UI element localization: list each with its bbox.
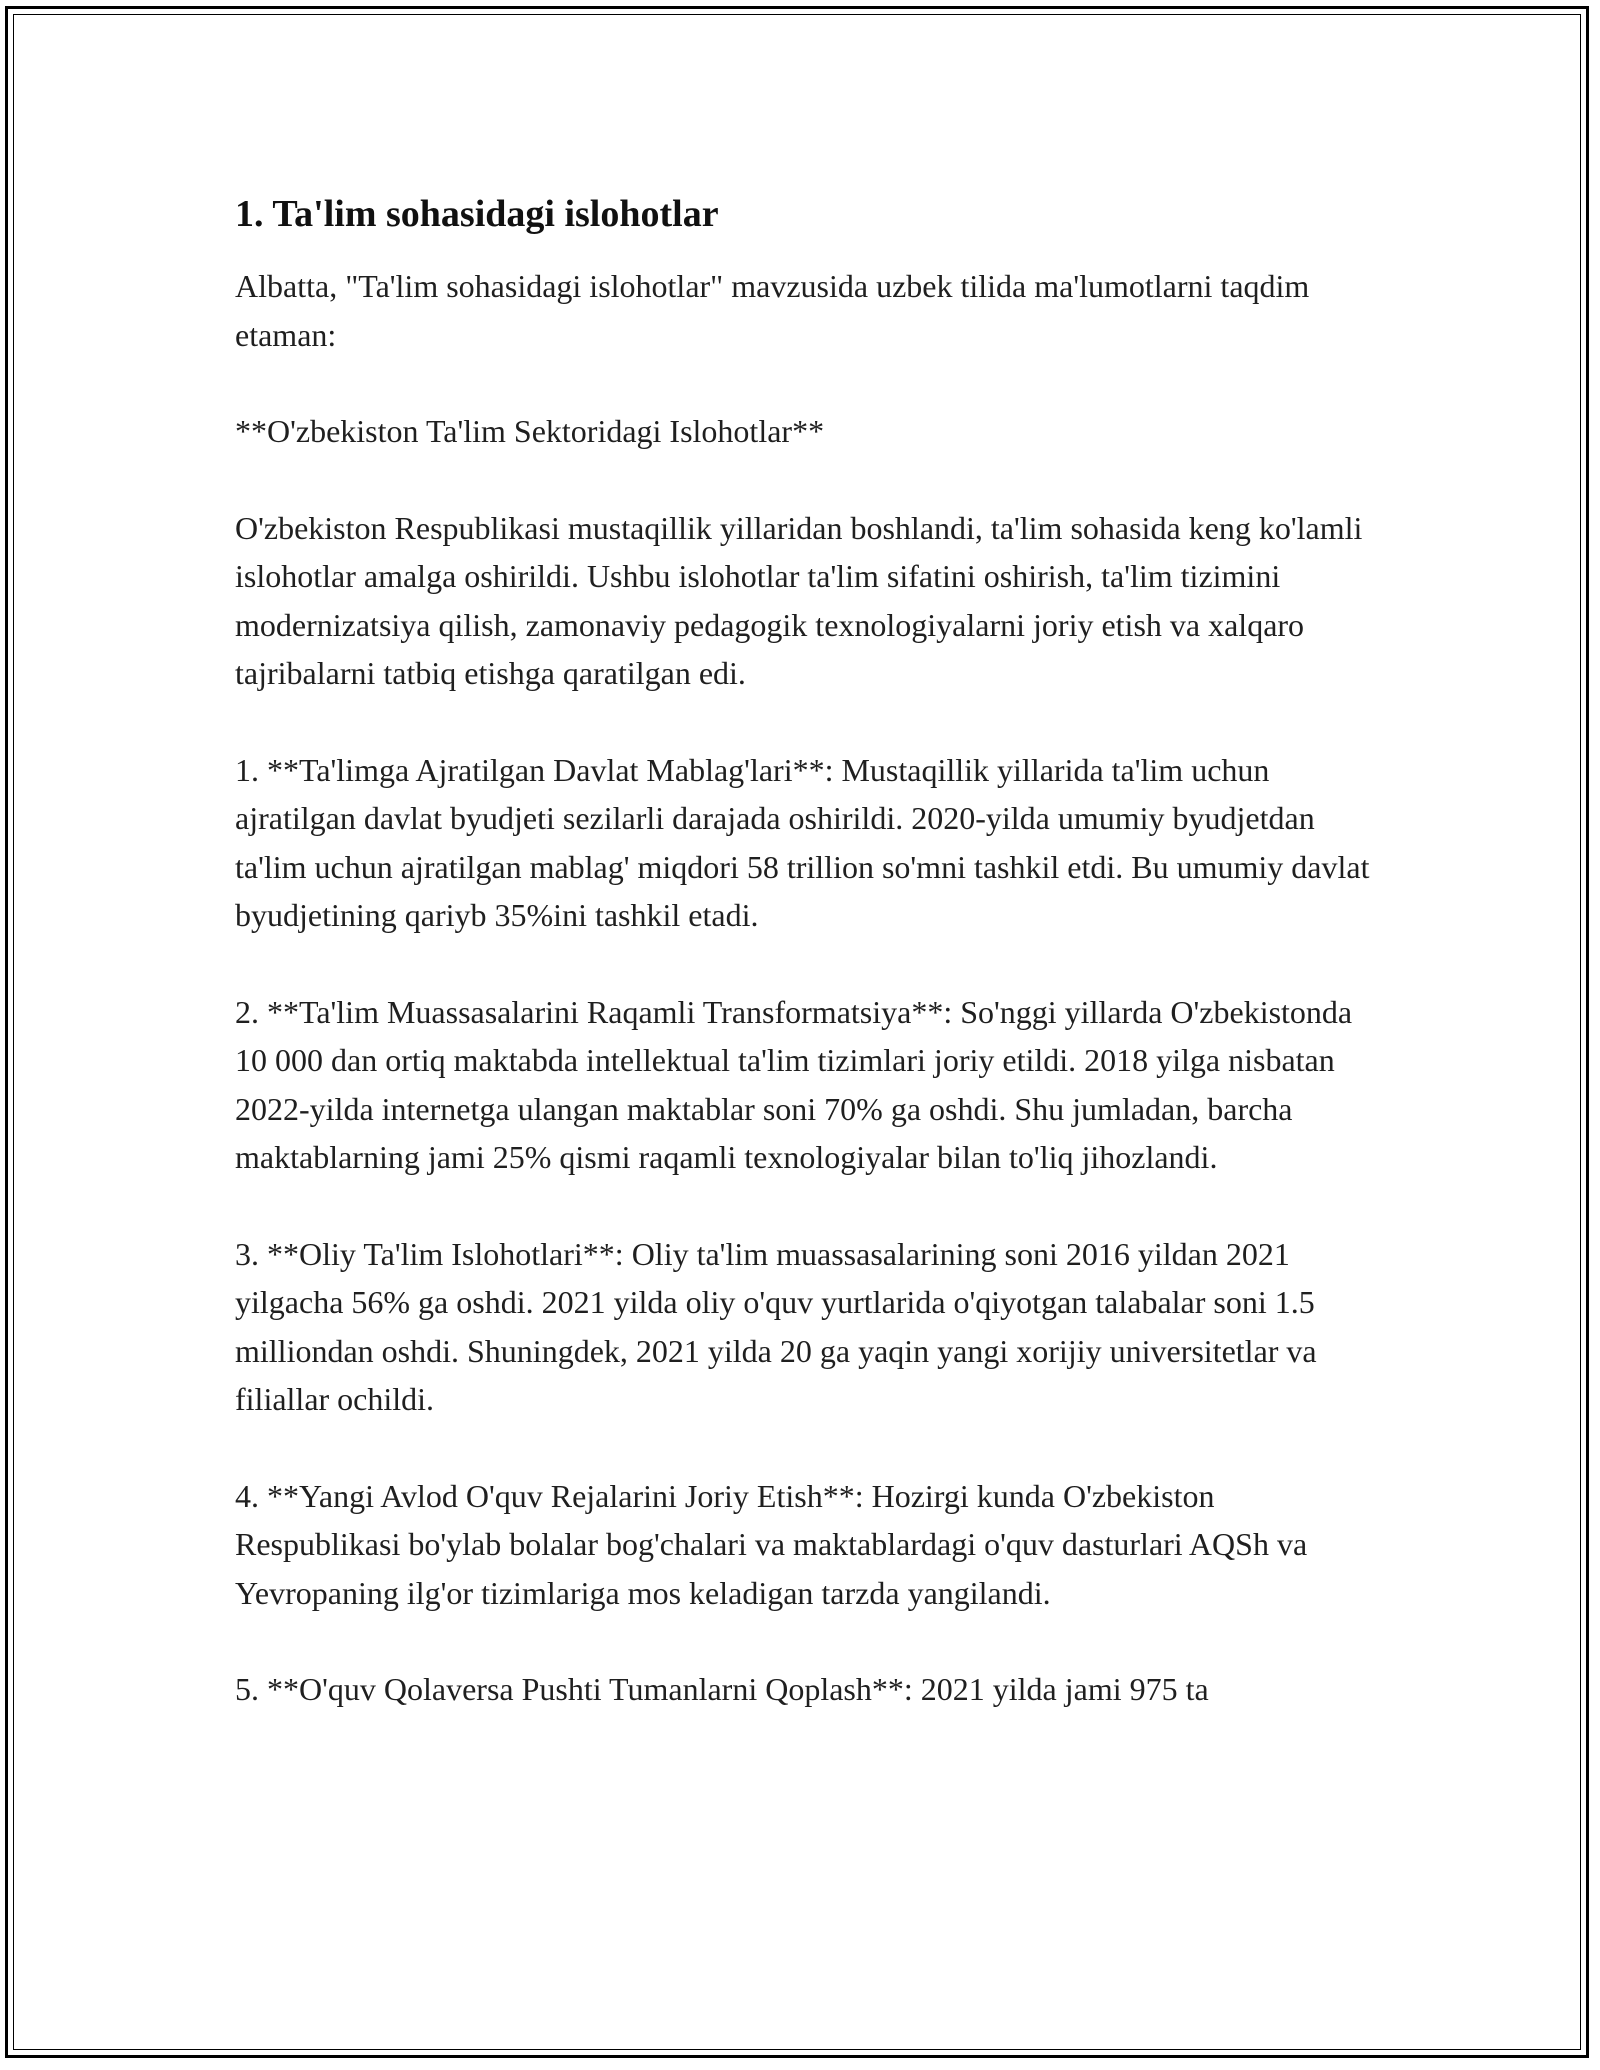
overview-paragraph: O'zbekiston Respublikasi mustaqillik yillaridan boshlandi, ta'lim sohasida keng ko'lamli islohotlar amalga oshirildi. Ushbu islohotlar ta'lim sifatini oshirish, ta'lim tizimini modernizatsiya qilish, zamonaviy pedagogik texnologiyalarni joriy etish va xalqaro tajribalarni tatbiq etishga qaratilgan edi.	[235, 509, 1363, 691]
intro-paragraph: Albatta, "Ta'lim sohasidagi islohotlar" mavzusida uzbek tilida ma'lumotlarni taqdim etaman:	[235, 268, 1310, 353]
subtitle-paragraph: **O'zbekiston Ta'lim Sektoridagi Islohotlar**	[235, 413, 825, 449]
list-item-coverage: 5. **O'quv Qolaversa Pushti Tumanlarni Qoplash**: 2021 yilda jami 975 ta	[235, 1671, 1209, 1707]
list-item-curriculum: 4. **Yangi Avlod O'quv Rejalarini Joriy Etish**: Hozirgi kunda O'zbekiston Respublikasi bo'ylab bolalar bog'chalari va maktablardagi o'quv dasturlari AQSh va Yevropaning ilg'or tizimlariga mos keladigan tarzda yangilandi.	[235, 1477, 1308, 1611]
list-item-digital-transformation: 2. **Ta'lim Muassasalarini Raqamli Transformatsiya**: So'nggi yillarda O'zbekistonda 10 000 dan ortiq maktabda intellektual ta'lim tizimlari joriy etildi. 2018 yilga nisbatan 2022-yilda internetga ulangan maktablar soni 70% ga oshdi. Shu jumladan, barcha maktablarning jami 25% qismi raqamli texnologiyalar bilan to'liq jihozlandi.	[235, 993, 1353, 1175]
list-item-funding: 1. **Ta'limga Ajratilgan Davlat Mablag'lari**: Mustaqillik yillarida ta'lim uchun ajratilgan davlat byudjeti sezilarli darajada oshirildi. 2020-yilda umumiy byudjetdan ta'lim uchun ajratilgan mablag' miqdori 58 trillion so'mni tashkil etdi. Bu umumiy davlat byudjetining qariyb 35%ini tashkil etadi.	[235, 751, 1370, 933]
section-heading: 1. Ta'lim sohasidagi islohotlar	[235, 193, 719, 235]
document-body	[235, 188, 1375, 1762]
list-item-higher-education: 3. **Oliy Ta'lim Islohotlari**: Oliy ta'lim muassasalarining soni 2016 yildan 2021 yilgacha 56% ga oshdi. 2021 yilda oliy o'quv yurtlarida o'qiyotgan talabalar soni 1.5 milliondan oshdi. Shuningdek, 2021 yilda 20 ga yaqin yangi xorijiy universitetlar va filiallar ochildi.	[235, 1235, 1317, 1417]
